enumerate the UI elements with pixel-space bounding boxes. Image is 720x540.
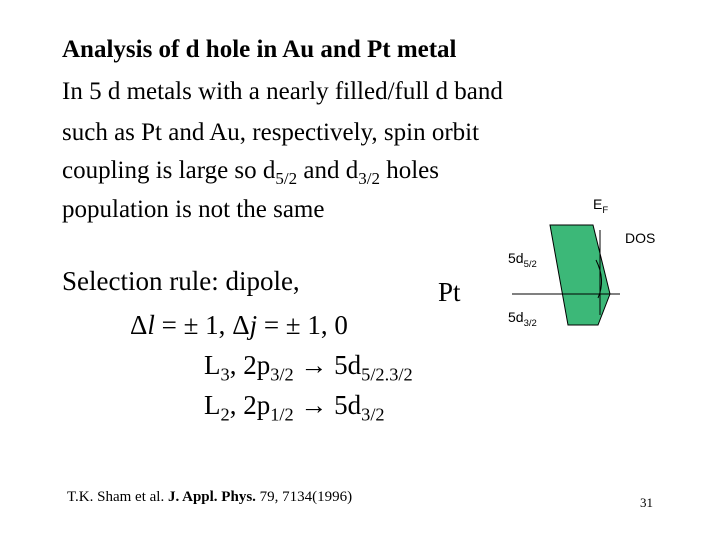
selection-rule-label: Selection rule: dipole,: [62, 266, 300, 296]
slide-title: Analysis of d hole in Au and Pt metal: [62, 36, 457, 63]
intro-line-2: such as Pt and Au, respectively, spin orbit: [62, 119, 480, 146]
selection-rule-values: Δl = ± 1, Δj = ± 1, 0: [130, 310, 348, 340]
upper-band-label: $5d_{5/2}$: [508, 250, 537, 270]
reference-citation: T.K. Sham et al. J. Appl. Phys. 79, 7134(1996): [67, 489, 353, 505]
intro-line-3: coupling is large so $d_{5/2}$ and $d_{3/2}$ holes: [62, 157, 440, 188]
lower-band-label: $5d_{3/2}$: [508, 309, 537, 329]
page-number: 31: [640, 495, 653, 510]
intro-line-4: population is not the same: [62, 196, 325, 223]
fermi-label: $E_F$: [593, 196, 609, 216]
element-label: Pt: [438, 277, 461, 307]
dos-label: DOS: [625, 230, 656, 246]
transition-l3: $L_3$, $2p_{3/2} \to 5d_{5/2.3/2}$: [204, 350, 413, 385]
intro-line-1: In 5 d metals with a nearly filled/full d band: [62, 78, 503, 105]
transition-l2: $L_2$, $2p_{1/2} \to 5d_{3/2}$: [204, 390, 385, 425]
